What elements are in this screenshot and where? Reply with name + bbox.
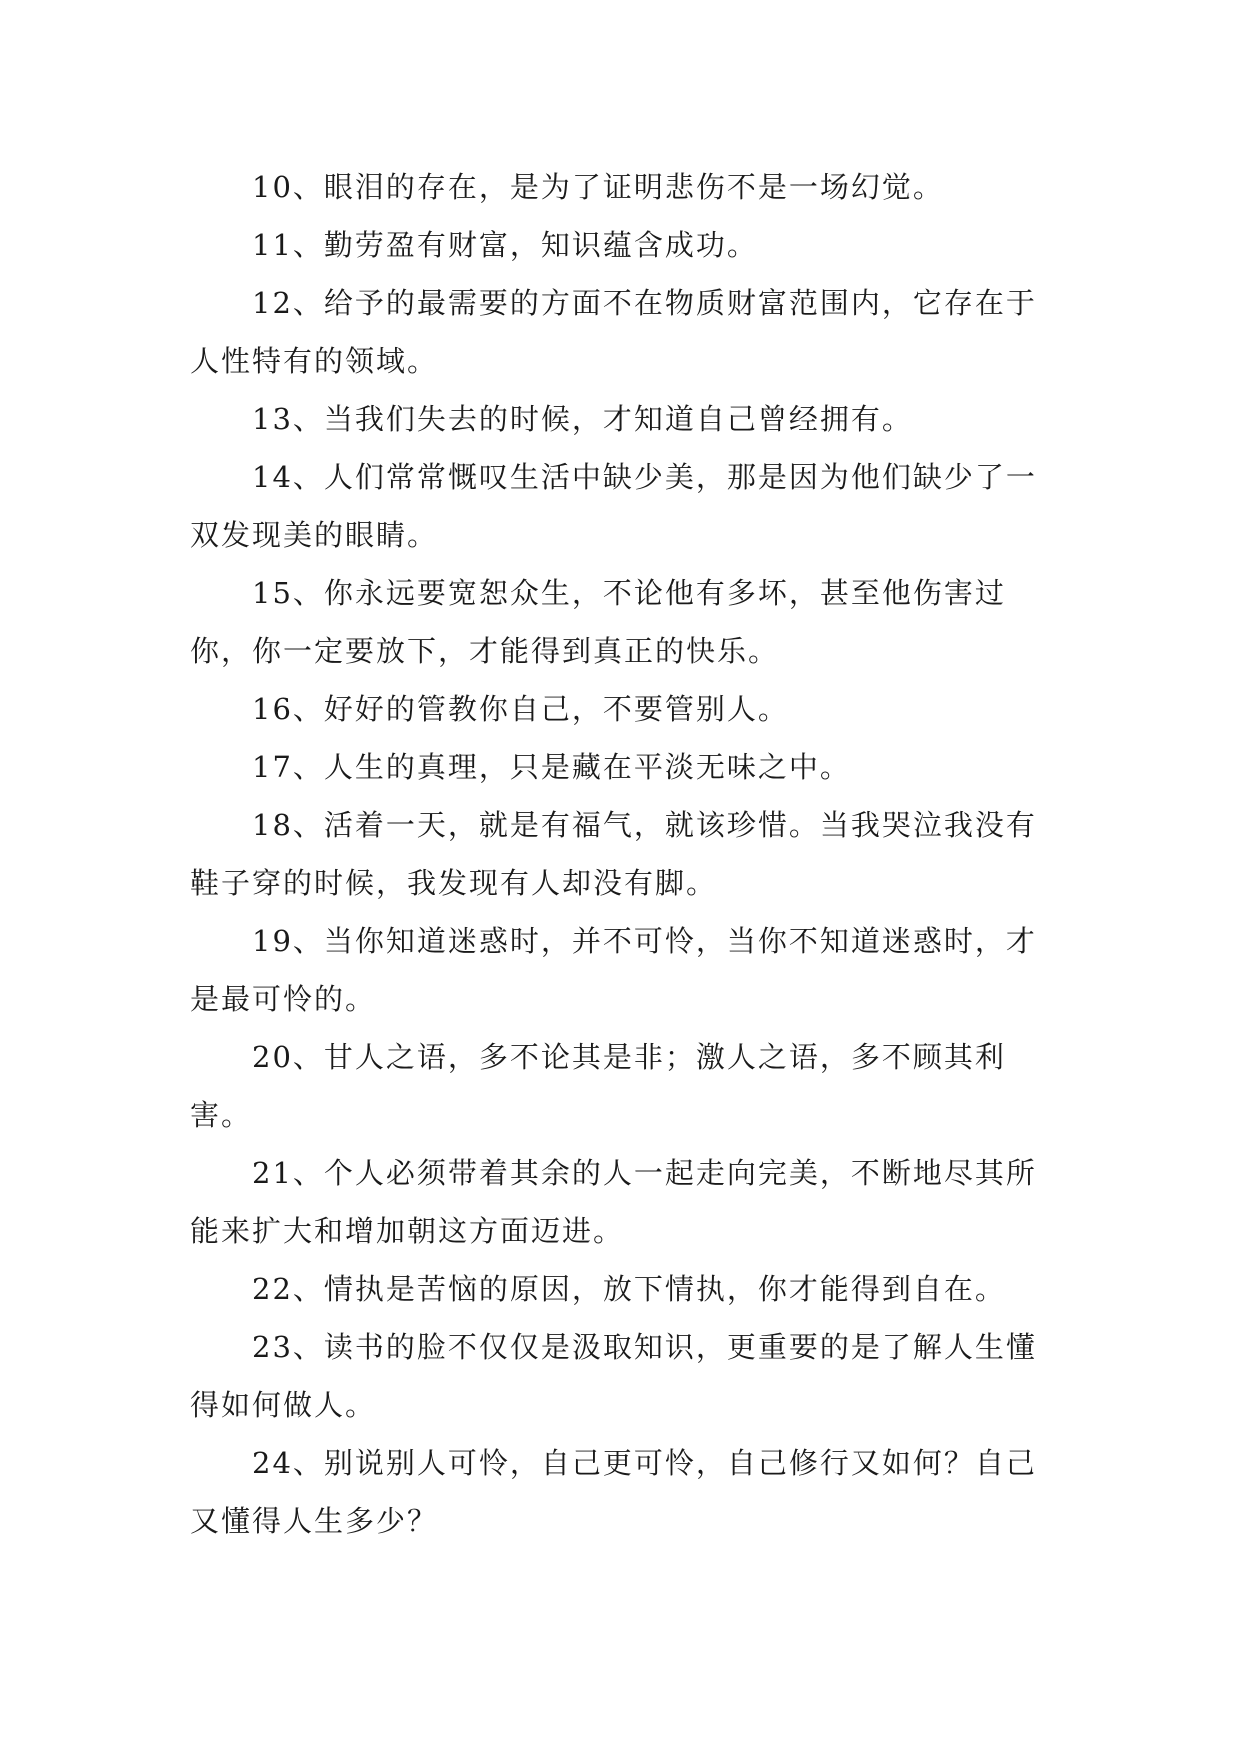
document-body — [190, 158, 1050, 1550]
paragraph-22: 22、情执是苦恼的原因，放下情执，你才能得到自在。 — [252, 1272, 1006, 1306]
paragraph-16: 16、好好的管教你自己，不要管别人。 — [252, 692, 789, 726]
paragraph-20: 20、甘人之语，多不论其是非；激人之语，多不顾其利害。 — [190, 1040, 1006, 1132]
paragraph-14: 14、人们常常慨叹生活中缺少美，那是因为他们缺少了一双发现美的眼睛。 — [190, 460, 1037, 552]
paragraph-19: 19、当你知道迷惑时，并不可怜，当你不知道迷惑时，才是最可怜的。 — [190, 924, 1037, 1016]
paragraph-13: 13、当我们失去的时候，才知道自己曾经拥有。 — [252, 402, 913, 436]
paragraph-12: 12、给予的最需要的方面不在物质财富范围内，它存在于人性特有的领域。 — [190, 286, 1037, 378]
paragraph-18: 18、活着一天，就是有福气，就该珍惜。当我哭泣我没有鞋子穿的时候，我发现有人却没有脚。 — [190, 808, 1037, 900]
paragraph-10: 10、眼泪的存在，是为了证明悲伤不是一场幻觉。 — [252, 170, 944, 204]
paragraph-11: 11、勤劳盈有财富，知识蕴含成功。 — [252, 228, 758, 262]
paragraph-23: 23、读书的脸不仅仅是汲取知识，更重要的是了解人生懂得如何做人。 — [190, 1330, 1037, 1422]
paragraph-17: 17、人生的真理，只是藏在平淡无味之中。 — [252, 750, 851, 784]
paragraph-24: 24、别说别人可怜，自己更可怜，自己修行又如何？自己又懂得人生多少？ — [190, 1446, 1037, 1538]
paragraph-21: 21、个人必须带着其余的人一起走向完美，不断地尽其所能来扩大和增加朝这方面迈进。 — [190, 1156, 1037, 1248]
paragraph-15: 15、你永远要宽恕众生，不论他有多坏，甚至他伤害过你，你一定要放下，才能得到真正的快乐。 — [190, 576, 1006, 668]
